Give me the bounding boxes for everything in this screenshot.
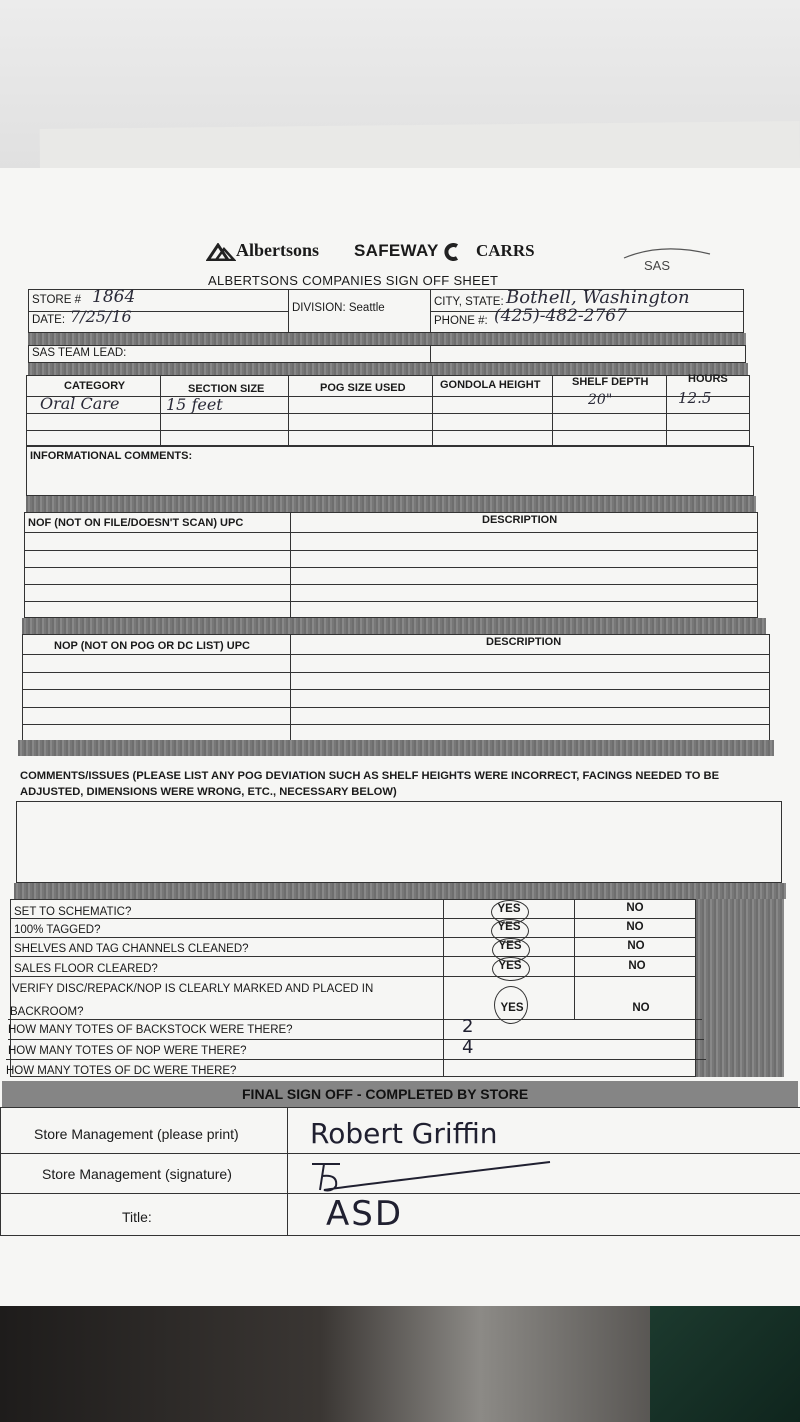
gray-band xyxy=(26,496,756,512)
nof-upc-label: NOF (NOT ON FILE/DOESN'T SCAN) UPC xyxy=(28,517,244,529)
yes-option[interactable]: YES xyxy=(500,1002,524,1014)
gray-band xyxy=(18,740,774,756)
sas-logo: SAS xyxy=(622,246,714,276)
sign-off-sheet xyxy=(0,168,800,1306)
store-mgmt-print-value[interactable]: Robert Griffin xyxy=(310,1117,498,1150)
q-shelves-cleaned: SHELVES AND TAG CHANNELS CLEANED? xyxy=(14,943,249,955)
gray-band xyxy=(28,333,746,345)
section-size-value[interactable]: 15 feet xyxy=(166,395,223,414)
shelf-depth-value[interactable]: 20" xyxy=(588,392,613,408)
safeway-logo: SAFEWAY xyxy=(354,241,439,260)
backstock-totes-value[interactable]: 2 xyxy=(462,1016,474,1037)
team-lead-label: SAS TEAM LEAD: xyxy=(32,347,127,359)
col-pog-size: POG SIZE USED xyxy=(320,382,406,394)
q-100-tagged: 100% TAGGED? xyxy=(14,924,101,936)
city-state-value[interactable]: Bothell, Washington xyxy=(506,287,690,308)
no-option[interactable]: NO xyxy=(628,960,646,972)
q-set-to-schematic: SET TO SCHEMATIC? xyxy=(14,906,132,918)
nop-totes-value[interactable]: 4 xyxy=(462,1037,474,1058)
yes-option[interactable]: YES xyxy=(498,940,522,952)
q-sales-floor-cleared: SALES FLOOR CLEARED? xyxy=(14,963,158,975)
gray-band xyxy=(28,363,748,375)
date-label: DATE: xyxy=(32,314,66,326)
category-value[interactable]: Oral Care xyxy=(40,394,120,413)
col-hours: HOURS xyxy=(688,373,728,385)
yes-circle-mark xyxy=(494,986,528,1024)
title-label: Title: xyxy=(122,1209,152,1225)
q-backstock-totes: HOW MANY TOTES OF BACKSTOCK WERE THERE? xyxy=(8,1024,293,1036)
col-category: CATEGORY xyxy=(64,380,126,392)
q-nop-totes: HOW MANY TOTES OF NOP WERE THERE? xyxy=(8,1045,247,1057)
carrs-logo: CARRS xyxy=(476,241,535,260)
phone-label: PHONE #: xyxy=(434,315,488,327)
date-value[interactable]: 7/25/16 xyxy=(70,307,132,326)
team-lead-row xyxy=(28,345,746,363)
yes-circle-mark xyxy=(492,957,530,981)
no-option[interactable]: NO xyxy=(626,921,644,933)
gray-band xyxy=(22,618,766,634)
phone-value[interactable]: (425)-482-2767 xyxy=(494,306,627,326)
division-label: DIVISION: Seattle xyxy=(292,302,385,314)
comments-box[interactable] xyxy=(16,801,782,883)
title-value[interactable]: ASD xyxy=(326,1194,404,1234)
albertsons-logo: Albertsons xyxy=(236,240,320,260)
nop-description-label: DESCRIPTION xyxy=(486,636,562,648)
yes-option[interactable]: YES xyxy=(497,921,521,933)
store-number-label: STORE # xyxy=(32,294,81,306)
no-option[interactable]: NO xyxy=(627,940,645,952)
yes-option[interactable]: YES xyxy=(498,960,522,972)
store-mgmt-signature-label: Store Management (signature) xyxy=(42,1166,232,1182)
q-verify-disc-cont: BACKROOM? xyxy=(10,1006,84,1018)
col-shelf-depth: SHELF DEPTH xyxy=(572,376,649,388)
background-green-fabric xyxy=(650,1290,800,1422)
q-verify-disc: VERIFY DISC/REPACK/NOP IS CLEARLY MARKED AND PLACED IN xyxy=(12,983,374,995)
hours-value[interactable]: 12.5 xyxy=(678,389,712,407)
col-section-size: SECTION SIZE xyxy=(188,383,265,395)
store-mgmt-print-label: Store Management (please print) xyxy=(34,1126,239,1142)
col-gondola-height: GONDOLA HEIGHT xyxy=(440,379,541,391)
yes-option[interactable]: YES xyxy=(497,903,521,915)
gray-band xyxy=(14,883,786,899)
nof-description-label: DESCRIPTION xyxy=(482,514,558,526)
city-state-label: CITY, STATE: xyxy=(434,296,504,308)
albertsons-a-icon xyxy=(206,243,236,261)
store-number-value[interactable]: 1864 xyxy=(92,287,136,307)
signature-scribble[interactable] xyxy=(310,1156,570,1196)
final-signoff-title: FINAL SIGN OFF - COMPLETED BY STORE xyxy=(242,1086,529,1102)
nop-upc-label: NOP (NOT ON POG OR DC LIST) UPC xyxy=(54,640,250,652)
brand-logos xyxy=(206,240,566,264)
comments-issues-label: COMMENTS/ISSUES (PLEASE LIST ANY POG DEVIATION SUCH AS SHELF HEIGHTS WERE INCORRECT, FACINGS NEEDED TO BE ADJUSTED, DIMENSIONS WERE WRONG, ETC., NECESSARY BELOW) xyxy=(20,770,720,798)
no-option[interactable]: NO xyxy=(626,902,644,914)
safeway-s-icon xyxy=(442,243,462,261)
q-dc-totes: HOW MANY TOTES OF DC WERE THERE? xyxy=(6,1065,237,1077)
gray-side-band xyxy=(696,899,784,1077)
sheet-title: ALBERTSONS COMPANIES SIGN OFF SHEET xyxy=(208,273,499,288)
informational-comments-label: INFORMATIONAL COMMENTS: xyxy=(30,450,193,462)
no-option[interactable]: NO xyxy=(632,1002,650,1014)
